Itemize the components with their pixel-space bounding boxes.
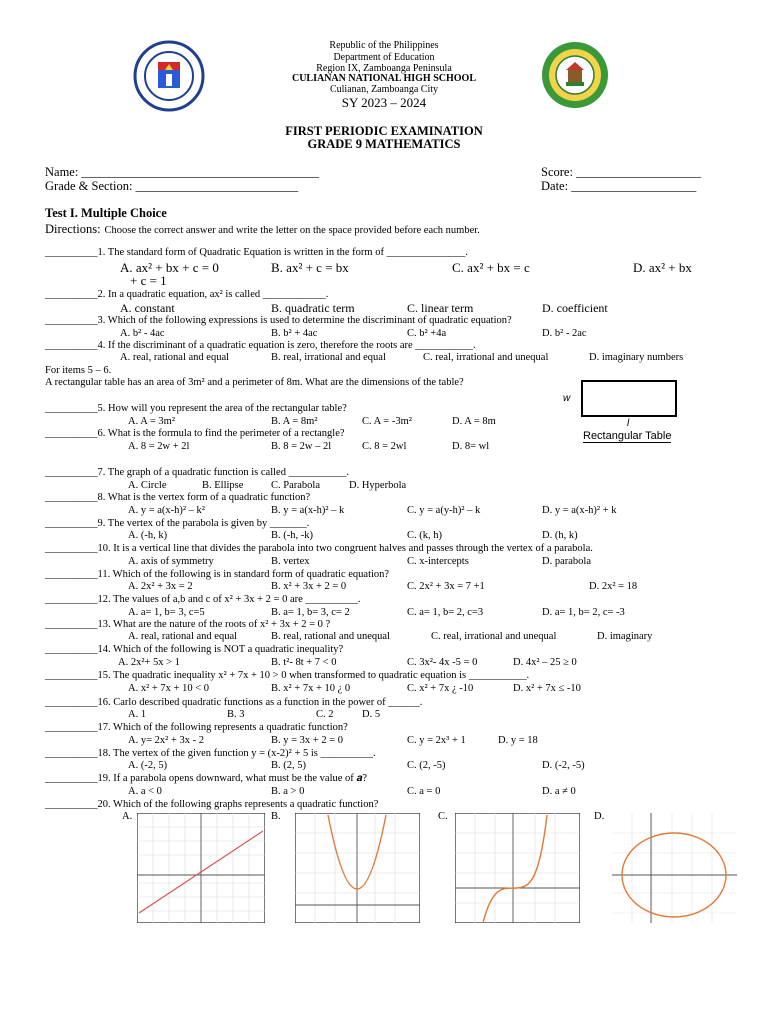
q9-option-b: B. (-h, -k) [271,530,313,541]
q4-option-a: A. real, rational and equal [120,352,230,363]
school-year: SY 2023 – 2024 [341,95,427,110]
q18-option-b: B. (2, 5) [271,760,306,771]
q20-option-c: C. [438,811,448,822]
q18-option-d: D. (-2, -5) [542,760,585,771]
q20-option-d: D. [594,811,605,822]
question-10: __________10. It is a vertical line that divides the parabola into two congruent halves and passes through the vertex of a parabola. [45,543,593,554]
q2-option-c: C. linear term [407,301,474,315]
q20-option-a: A. [122,811,133,822]
q3-option-a: A. b² - 4ac [120,328,165,339]
grade-section-field[interactable]: Grade & Section: __________________________ [45,179,299,193]
q3-option-b: B. b² + 4ac [271,328,318,339]
school-name: CULIANAN NATIONAL HIGH SCHOOL [291,73,476,84]
directions-text: Choose the correct answer and write the letter on the space provided before each number. [104,225,480,236]
q11-option-b: B. x² + 3x + 2 = 0 [271,581,347,592]
q10-option-a: A. axis of symmetry [128,556,214,567]
q16-option-d: D. 5 [362,709,381,720]
q19-option-d: D. a ≠ 0 [542,786,576,797]
q8-option-c: C. y = a(y-h)² – k [407,505,481,516]
question-16: __________16. Carlo described quadratic functions as a function in the power of ______. [45,697,423,708]
question-18: __________18. The vertex of the given function y = (x-2)² + 5 is __________. [45,748,376,759]
q17-option-d: D. y = 18 [498,735,538,746]
q7-option-d: D. Hyperbola [349,480,407,491]
q3-option-c: C. b² +4a [407,328,447,339]
q15-option-c: C. x² + 7x ¿ -10 [407,683,474,694]
graph-c-cubic [455,813,580,923]
question-5: __________5. How will you represent the area of the rectangular table? [45,403,347,414]
question-8: __________8. What is the vertex form of a quadratic function? [45,492,311,503]
q16-option-a: A. 1 [128,709,147,720]
exam-title: FIRST PERIODIC EXAMINATION [285,124,483,138]
test-title: Test I. Multiple Choice [45,206,167,220]
q9-option-a: A. (-h, k) [128,530,168,541]
q12-option-d: D. a= 1, b= 2, c= -3 [542,607,625,618]
q14-option-d: D. 4x² – 25 ≥ 0 [513,657,577,668]
q1-option-b: B. ax² + c = bx [271,260,349,275]
q16-option-b: B. 3 [227,709,245,720]
q1-option-c: C. ax² + bx = c [452,260,530,275]
q1-option-d: D. ax² + bx [633,260,692,275]
q8-option-b: B. y = a(x-h)² – k [271,505,345,516]
rectangle-figure [581,380,677,417]
q19-option-c: C. a = 0 [407,786,441,797]
school-address: Culianan, Zamboanga City [329,84,439,95]
question-6: __________6. What is the formula to find the perimeter of a rectangle? [45,428,345,439]
q17-option-b: B. y = 3x + 2 = 0 [271,735,344,746]
question-1: __________1. The standard form of Quadratic Equation is written in the form of _______________. [45,247,468,258]
department-text: Department of Education [333,52,435,63]
q12-option-a: A. a= 1, b= 3, c=5 [128,607,205,618]
q8-option-a: A. y = a(x-h)² – k² [128,505,205,516]
q19-option-a: A. a < 0 [128,786,162,797]
question-14: __________14. Which of the following is NOT a quadratic inequality? [45,644,344,655]
q17-option-a: A. y= 2x² + 3x - 2 [128,735,204,746]
q19-option-b: B. a > 0 [271,786,305,797]
question-15: __________15. The quadratic inequality x² + 7x + 10 > 0 when transformed to quadratic equation is ___________. [45,670,530,681]
q18-option-a: A. (-2, 5) [128,760,168,771]
q11-option-a: A. 2x² + 3x = 2 [128,581,193,592]
q10-option-d: D. parabola [542,556,591,567]
q13-option-a: A. real, rational and equal [128,631,238,642]
q2-option-d: D. coefficient [542,301,608,315]
q5-option-d: D. A = 8m [452,416,496,427]
q16-option-c: C. 2 [316,709,334,720]
question-19: __________19. If a parabola opens downward, what must be the value of 𝒂? [45,773,368,784]
q13-option-b: B. real, rational and unequal [271,631,390,642]
q7-option-c: C. Parabola [271,480,320,491]
question-13: __________13. What are the nature of the roots of x² + 3x + 2 = 0 ? [45,619,331,630]
graph-a-linear [137,813,265,923]
q4-option-c: C. real, irrational and unequal [423,352,549,363]
q18-option-c: C. (2, -5) [407,760,446,771]
items-5-6-note: For items 5 – 6. [45,365,112,376]
q15-option-b: B. x² + 7x + 10 ¿ 0 [271,683,351,694]
q13-option-d: D. imaginary [597,631,653,642]
date-field[interactable]: Date: ____________________ [541,179,697,193]
question-12: __________12. The values of a,b and c of x² + 3x + 2 = 0 are __________. [45,594,361,605]
q6-option-c: C. 8 = 2wl [362,441,407,452]
q8-option-d: D. y = a(x-h)² + k [542,505,617,516]
q1-option-a: A. ax² + bx + c = 0 [120,260,219,275]
q1-option-d-cont: + c = 1 [130,273,167,288]
length-label: l [627,418,630,429]
q7-option-a: A. Circle [128,480,167,491]
question-17: __________17. Which of the following represents a quadratic function? [45,722,348,733]
q12-option-c: C. a= 1, b= 2, c=3 [407,607,484,618]
exam-subject: GRADE 9 MATHEMATICS [307,137,461,151]
q6-option-a: A. 8 = 2w + 2l [128,441,190,452]
directions-label: Directions: [45,222,101,236]
q20-option-b: B. [271,811,281,822]
q14-option-b: B. t²- 8t + 7 < 0 [271,657,337,668]
table-problem: A rectangular table has an area of 3m² and a perimeter of 8m. What are the dimensions of the table? [45,377,464,388]
q9-option-d: D. (h, k) [542,530,578,541]
q13-option-c: C. real, irrational and unequal [431,631,557,642]
q4-option-b: B. real, irrational and equal [271,352,386,363]
q4-option-d: D. imaginary numbers [589,352,684,363]
republic-text: Republic of the Philippines [329,40,439,51]
q6-option-d: D. 8= wl [452,441,490,452]
q2-option-a: A. constant [120,301,175,315]
graph-b-parabola [295,813,420,923]
question-11: __________11. Which of the following is in standard form of quadratic equation? [45,569,390,580]
q15-option-a: A. x² + 7x + 10 < 0 [128,683,209,694]
q5-option-b: B. A = 8m² [271,416,318,427]
q7-option-b: B. Ellipse [202,480,244,491]
q5-option-a: A. A = 3m² [128,416,175,427]
width-label: w [563,393,571,404]
q2-option-b: B. quadratic term [271,301,355,315]
figure-caption: Rectangular Table [583,430,672,442]
q17-option-c: C. y = 2x³ + 1 [407,735,466,746]
question-7: __________7. The graph of a quadratic function is called ___________. [45,467,349,478]
q3-option-d: D. b² - 2ac [542,328,587,339]
directions [45,220,480,238]
q5-option-c: C. A = -3m² [362,416,412,427]
score-field[interactable]: Score: ____________________ [541,165,702,179]
question-4: __________4. If the discriminant of a quadratic equation is zero, therefore the roots are ___________. [45,340,476,351]
q9-option-c: C. (k, h) [407,530,442,541]
q14-option-c: C. 3x²- 4x -5 = 0 [407,657,478,668]
question-2: __________2. In a quadratic equation, ax² is called ____________. [45,289,329,300]
name-field[interactable]: Name: ______________________________________ [45,165,319,179]
q10-option-c: C. x-intercepts [407,556,469,567]
q6-option-b: B. 8 = 2w – 2l [271,441,332,452]
q11-option-d: D. 2x² = 18 [589,581,638,592]
q14-option-a: A. 2x²+ 5x > 1 [118,657,180,668]
question-20: __________20. Which of the following graphs represents a quadratic function? [45,799,379,810]
graph-d-ellipse [612,813,737,923]
q11-option-c: C. 2x² + 3x = 7 +1 [407,581,485,592]
q15-option-d: D. x² + 7x ≤ -10 [513,683,581,694]
q10-option-b: B. vertex [271,556,310,567]
question-3: __________3. Which of the following expressions is used to determine the discriminant of quadratic equation? [45,315,512,326]
question-9: __________9. The vertex of the parabola is given by _______. [45,518,310,529]
region-text: Region IX, Zamboanga Peninsula [316,63,452,74]
q12-option-b: B. a= 1, b= 3, c= 2 [271,607,350,618]
